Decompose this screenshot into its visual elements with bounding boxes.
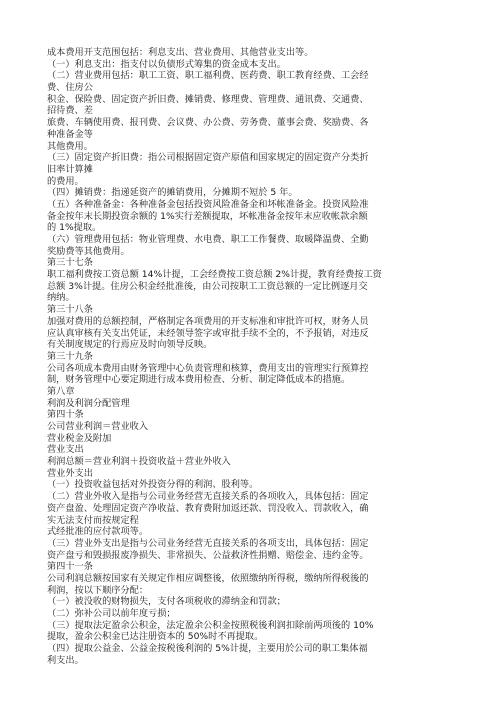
text-line: 营业支出 [47,444,84,456]
text-line: （一）投资收益包括对外投资分得的利润、股利等。 [47,479,259,491]
text-line: 第三十八条 [47,304,93,316]
text-line: （五）各种准备金：各种准备金包括投资风险准备金和坏帐准备金。投资风险准 [47,198,369,210]
text-line: 资产盘亏和毁损报废净损失、非常损失、公益救济性捐赠、赔偿金、违约金等。 [47,549,369,561]
text-line: 提取，盈余公积金已达注册资本的 50%时不再提取。 [47,631,264,643]
text-line: 第三十七条 [47,257,93,269]
text-line: 应认真审核有关支出凭证，未经领导签字或审批手续不全的，不予报销，对违反 [47,327,369,339]
text-line: （一）被没收的财物损失，支付各项税收的滞纳金和罚款； [47,596,286,608]
text-line: 的 1%提取。 [47,222,102,234]
text-line: 成本费用开支范围包括：利息支出、营业费用、其他营业支出等。 [47,47,314,58]
text-line: （一）利息支出：指支付以负债形式筹集的资金成本支出。 [47,58,286,70]
text-line: （四）提取公益金、公益金按税後利润的 5%计提，主要用於公司的职工集体福 [47,643,368,655]
text-line: 招待费、差 [47,105,93,117]
text-line: 公司利润总额按国家有关规定作相应调整後，依照缴纳所得税，缴纳所得税後的 [47,572,369,584]
text-line: 种准备金等 [47,128,93,140]
text-line: 制，财务管理中心要定期进行成本费用检查、分析、制定降低成本的措施。 [47,374,351,386]
text-line: 公司营业利润＝营业收入 [47,421,149,432]
text-line: 有关制度规定的行焉应及时向领导反映。 [47,339,213,351]
text-line: 利润总额＝营业利润＋投资收益＋营业外收入 [47,456,231,468]
text-line: 职工福利费按工资总额 14%计提，工会经费按工资总额 2%计提，教育经费按工资 [47,269,382,281]
text-line: 利支出。 [47,654,84,666]
text-line: （二）弥补公司以前年度亏损； [47,608,176,619]
text-line: （三）固定资产折旧费：指公司根据固定资产原值和国家规定的固定资产分类折 [47,152,369,164]
text-line: 其他费用。 [47,140,93,152]
text-line: 费、住房公 [47,82,93,94]
text-line: 第四十条 [47,409,84,421]
text-line: 积金、保险费、固定资产折旧费、摊销费、修理费、管理费、通讯费、交通费、 [47,93,369,105]
text-line: 纳纳。 [47,292,75,304]
text-line: （三）提取法定盈余公积金，法定盈余公积金按照税後利润扣除前两项後的 10% [47,619,374,631]
text-line: （六）管理费用包括：物业管理费、水电费、职工工作餐费、取暖降温费、全勤 [47,234,369,245]
text-line: 式经批准的应付款项等。 [47,526,149,538]
text-line: （二）营业外收入是指与公司业务经营无直接关系的各项收入，具体包括：固定 [47,491,369,503]
text-line: 加强对费用的总额控制，严格制定各项费用的开支标准和审批许可权，财务人员 [47,315,369,327]
text-line: 第三十九条 [47,350,93,362]
text-line: （三）营业外支出是指与公司业务经营无直接关系的各项支出，具体包括：固定 [47,537,369,549]
text-line: 第八章 [47,385,75,397]
text-line: （二）营业费用包括：职工工资、职工福利费、医药费、职工教育经费、工会经 [47,70,369,82]
text-line: 的费用。 [47,175,84,187]
text-line: 利润及利润分配管理 [47,397,130,409]
text-line: 备金按年末长期投资余额的 1%实行差额提取，坏帐准备金按年末应收帐款余额 [47,210,368,222]
text-line: 营业外支出 [47,467,93,479]
text-line: 旅费、车辆使用费、报刊费、会议费、办公费、劳务费、董事会费、奖励费、各 [47,117,369,129]
text-line: 资产盘盈、处理固定资产净收益、教育费附加返还款、罚没收入、罚款收入，确 [47,502,369,514]
document-body [47,47,452,666]
text-line: 公司各项成本费用由财务管理中心负责管理和核算，费用支出的管理实行预算控 [47,362,369,374]
text-line: 利润，按以下顺序分配： [47,584,149,596]
text-line: 实无法支付而按规定程 [47,514,139,526]
text-line: 奖励费等其他费用。 [47,245,130,257]
text-line: 营业税金及附加 [47,432,112,444]
text-line: 总额 3%计提。住房公积金经批准後，由公司按职工工资总额的一定比例逐月交 [47,280,368,292]
text-line: 第四十一条 [47,561,93,573]
text-line: （四）摊销费：指递延资产的摊销费用，分摊期不短於 5 年。 [47,187,298,199]
text-line: 旧率计算摊 [47,163,93,175]
